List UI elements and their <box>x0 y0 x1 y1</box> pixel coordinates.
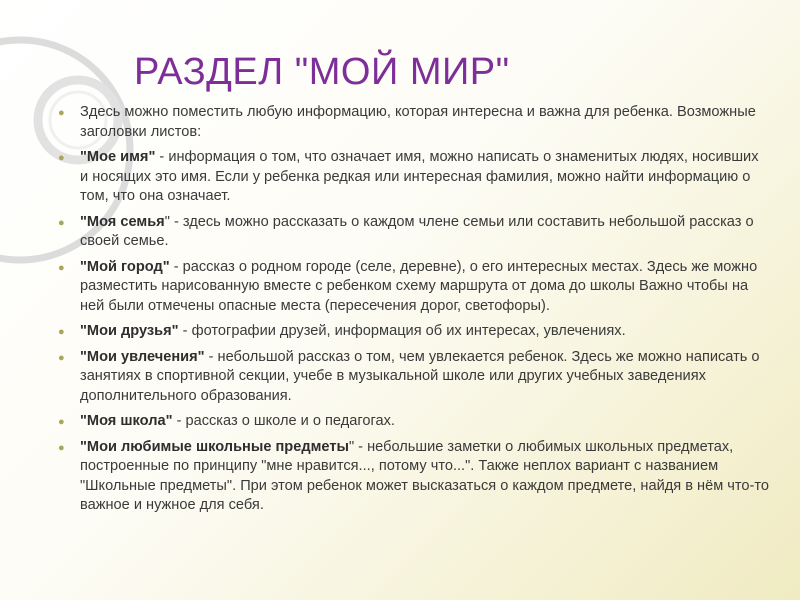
item-text: - информация о том, что означает имя, можно написать о знаменитых людях, носивших и носящих это имя. Если у ребенка редкая или интересная фамилия, можно найти информацию о том, что она означает. <box>80 149 759 204</box>
bullet-icon: ● <box>58 107 65 119</box>
bullet-icon: ● <box>58 351 65 364</box>
bullet-icon: ● <box>58 326 65 338</box>
list-item <box>58 213 770 252</box>
item-heading: "Мое имя" <box>80 149 156 165</box>
item-text: Здесь можно поместить любую информацию, которая интересна и важна для ребенка. Возможные заголовки листов: <box>80 104 756 140</box>
list-item <box>58 258 770 317</box>
list-item <box>58 322 770 342</box>
content-list <box>58 103 770 522</box>
item-text: - фотографии друзей, информация об их интересах, увлечениях. <box>178 323 626 339</box>
bullet-icon: ● <box>58 216 65 229</box>
item-heading: "Моя школа" <box>80 413 173 429</box>
item-heading: "Мой город" <box>80 258 170 275</box>
bullet-icon: ● <box>58 261 65 274</box>
slide-title: РАЗДЕЛ "МОЙ МИР" <box>134 51 510 93</box>
list-item <box>58 103 770 142</box>
list-item <box>58 148 770 207</box>
bullet-icon: ● <box>58 416 65 428</box>
item-heading: "Мои увлечения" <box>80 348 205 365</box>
item-text: " - здесь можно рассказать о каждом члене семьи или составить небольшой рассказ о своей семье. <box>80 213 754 249</box>
item-text: - рассказ о родном городе (селе, деревне), о его интересных местах. Здесь же можно разместить нарисованную вместе с ребенком схему маршрута от дома до школы Важно чтобы на ней были отмечены опасные места (пересечения дорог, светофоры). <box>80 258 758 314</box>
bullet-icon: ● <box>58 152 65 164</box>
item-heading: "Мои друзья" <box>80 323 179 339</box>
bullet-icon: ● <box>58 441 65 454</box>
list-item <box>58 348 770 407</box>
list-item <box>58 412 770 432</box>
item-heading: "Мои любимые школьные предметы <box>80 438 349 455</box>
item-heading: "Моя семья <box>80 213 165 230</box>
item-text: - небольшой рассказ о том, чем увлекается ребенок. Здесь же можно написать о занятиях в спортивной секции, учебе в музыкальной школе или других учебных заведениях дополнительного образования. <box>80 348 760 404</box>
item-text: " - небольшие заметки о любимых школьных предметах, построенные по принципу "мне нравится..., потому что...". Также неплох вариант с названием "Школьные предметы". При этом ребенок может высказаться о каждом предмете, найдя в нём что-то важное и нужное для себя. <box>80 438 770 513</box>
list-item <box>58 438 770 516</box>
item-text: - рассказ о школе и о педагогах. <box>172 413 395 429</box>
